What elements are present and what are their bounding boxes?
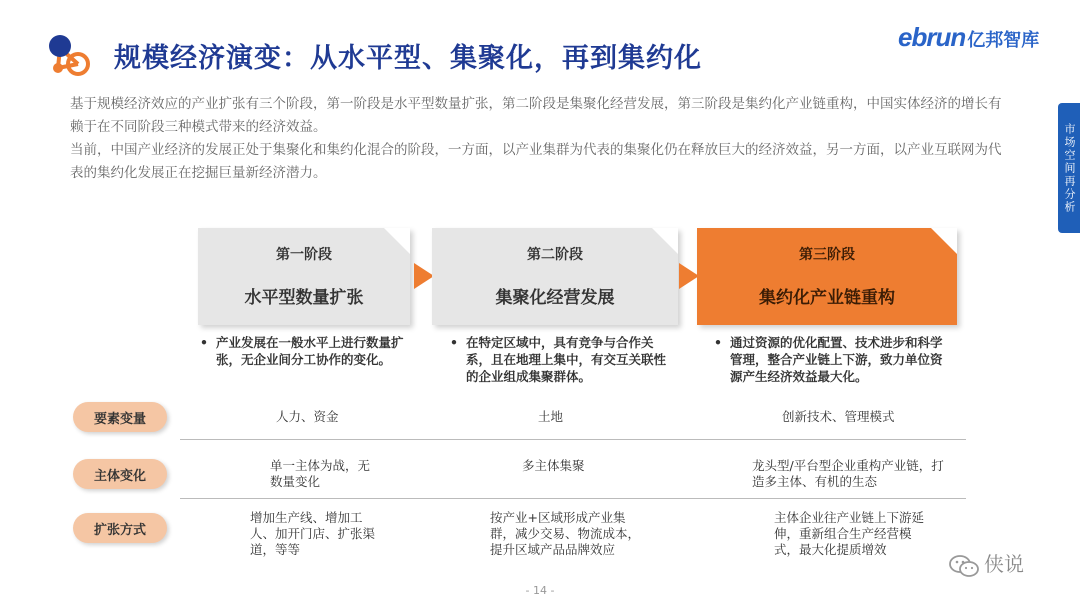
row-label-factor-variables: 要素变量 bbox=[73, 402, 167, 432]
stage-3-name: 集约化产业链重构 bbox=[759, 288, 895, 308]
row-3-cell-stage-3: 主体企业往产业链上下游延伸，重新组合生产经营模式，最大化提质增效 bbox=[774, 510, 925, 557]
page-number: - 14 - bbox=[525, 584, 555, 597]
stage-3-box bbox=[697, 228, 957, 325]
row-label-subject-change: 主体变化 bbox=[73, 459, 167, 489]
bullet-icon: • bbox=[714, 335, 722, 350]
row-divider bbox=[180, 439, 966, 440]
row-1-cell-stage-1: 人力、资金 bbox=[276, 409, 339, 424]
stage-1-description-text: 产业发展在一般水平上进行数量扩张，无企业间分工协作的变化。 bbox=[216, 335, 404, 367]
chat-bubble-icon bbox=[948, 554, 980, 578]
intro-paragraph-1: 基于规模经济效应的产业扩张有三个阶段，第一阶段是水平型数量扩张，第二阶段是集聚化经营发展，第三阶段是集约化产业链重构，中国实体经济的增长有赖于在不同阶段三种模式带来的经济效益。 bbox=[70, 96, 1002, 135]
row-2-cell-stage-2: 多主体集聚 bbox=[522, 458, 585, 473]
page-title: 规模经济演变：从水平型、集聚化，再到集约化 bbox=[114, 43, 702, 74]
row-2-cell-stage-3: 龙头型/平台型企业重构产业链，打造多主体、有机的生态 bbox=[752, 458, 944, 489]
row-1-cell-stage-2: 土地 bbox=[538, 409, 564, 424]
stage-3-label: 第三阶段 bbox=[799, 247, 855, 263]
stage-1-box bbox=[198, 228, 410, 325]
intro-text bbox=[70, 93, 1010, 185]
stage-1-description bbox=[200, 334, 418, 368]
watermark bbox=[948, 548, 1024, 578]
stage-2-description bbox=[450, 334, 678, 385]
arrow-right-icon bbox=[679, 263, 699, 289]
stage-1-label: 第一阶段 bbox=[276, 247, 332, 263]
stage-1-name: 水平型数量扩张 bbox=[244, 288, 364, 308]
watermark-text: 侠说 bbox=[984, 552, 1024, 576]
row-label-expansion-mode: 扩张方式 bbox=[73, 513, 167, 543]
side-tab-market-analysis[interactable]: 市场空间再分析 bbox=[1058, 103, 1080, 233]
stage-2-description-text: 在特定区域中，具有竞争与合作关系，且在地理上集中，有交互关联性的企业组成集聚群体。 bbox=[466, 335, 667, 384]
arrow-right-icon bbox=[414, 263, 434, 289]
brand-logo-cn: 亿邦智库 bbox=[967, 30, 1040, 51]
intro-paragraph-2: 当前，中国产业经济的发展正处于集聚化和集约化混合的阶段，一方面，以产业集群为代表的集聚化仍在释放巨大的经济效益，另一方面，以产业互联网为代表的集约化发展正在挖掘巨量新经济潜力。 bbox=[70, 142, 1002, 181]
brand-logo-en: ebrun bbox=[898, 22, 966, 52]
row-divider bbox=[180, 498, 966, 499]
stage-3-description bbox=[714, 334, 946, 385]
bullet-icon: • bbox=[200, 335, 208, 350]
stage-2-label: 第二阶段 bbox=[527, 247, 583, 263]
row-3-cell-stage-2: 按产业+区域形成产业集群，减少交易、物流成本，提升区域产品品牌效应 bbox=[490, 510, 641, 557]
row-2-cell-stage-1: 单一主体为战，无数量变化 bbox=[270, 458, 371, 489]
stage-3-description-text: 通过资源的优化配置、技术进步和科学管理，整合产业链上下游，致力单位资源产生经济效益最大化。 bbox=[730, 335, 943, 384]
molecule-logo-icon bbox=[44, 28, 96, 80]
row-3-cell-stage-1: 增加生产线、增加工人、加开门店、扩张渠道，等等 bbox=[250, 510, 376, 557]
bullet-icon: • bbox=[450, 335, 458, 350]
stage-2-box bbox=[432, 228, 678, 325]
stage-2-name: 集聚化经营发展 bbox=[495, 288, 615, 308]
row-1-cell-stage-3: 创新技术、管理模式 bbox=[782, 409, 895, 424]
brand-logo bbox=[898, 22, 1039, 53]
